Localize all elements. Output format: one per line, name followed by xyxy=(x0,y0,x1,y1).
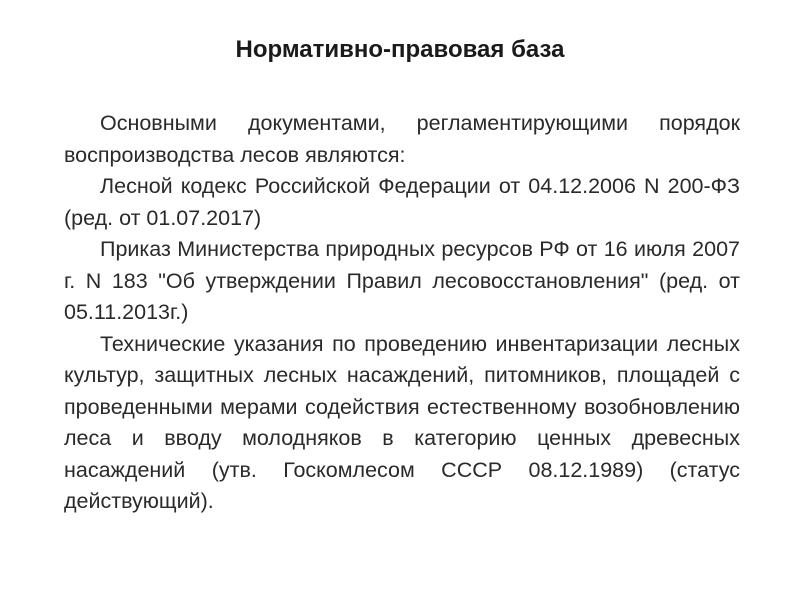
paragraph-ministry-order: Приказ Министерства природных ресурсов РФ от 16 июля 2007 г. N 183 "Об утверждении Правил лесовосстановления" (ред. от 05.11.2013г.) xyxy=(64,237,740,324)
paragraph-forest-code: Лесной кодекс Российской Федерации от 04.12.2006 N 200-ФЗ (ред. от 01.07.2017) xyxy=(64,174,740,230)
slide-body xyxy=(64,108,740,518)
slide-title: Нормативно-правовая база xyxy=(235,36,565,63)
paragraph-intro: Основными документами, регламентирующими порядок воспроизводства лесов являются: xyxy=(64,111,740,167)
paragraph-technical-guidelines: Технические указания по проведению инвентаризации лесных культур, защитных лесных насаждений, питомников, площадей с проведенными мерами содействия естественному возобновлению леса и вводу молодняков в категорию ценных древесных насаждений (утв. Госкомлесом СССР 08.12.1989) (статус действующий). xyxy=(64,331,740,513)
